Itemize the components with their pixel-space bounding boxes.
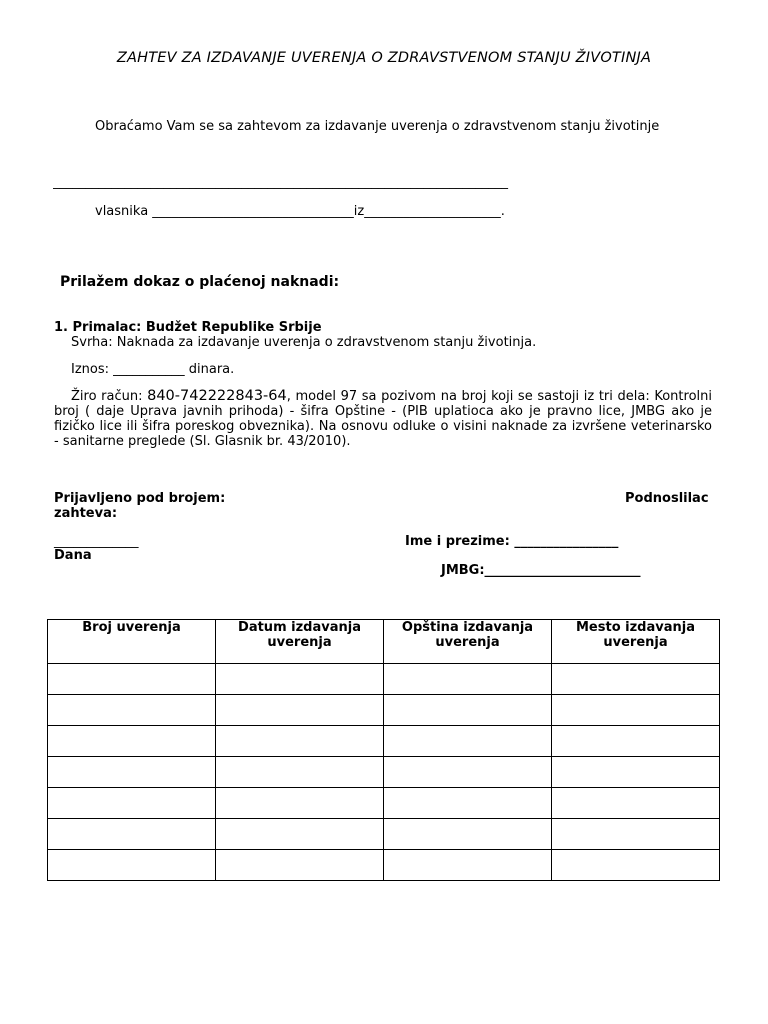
table-cell: [48, 664, 216, 695]
table-row: [48, 850, 720, 881]
table-cell: [384, 757, 552, 788]
table-row: [48, 726, 720, 757]
column-header-issue-municipality: Opština izdavanja uverenja: [384, 620, 552, 664]
table-cell: [48, 757, 216, 788]
amount-line: Iznos: ___________ dinara.: [71, 362, 235, 377]
purpose-line: Svrha: Naknada za izdavanje uverenja o zdravstvenom stanju životinja.: [71, 335, 537, 350]
table-cell: [552, 819, 720, 850]
payment-heading: Prilažem dokaz o plaćenoj naknadi:: [60, 274, 340, 290]
table-cell: [48, 726, 216, 757]
intro-text: Obraćamo Vam se sa zahtevom za izdavanje uverenja o zdravstvenom stanju životinje: [95, 119, 660, 134]
table-row: [48, 788, 720, 819]
table-cell: [48, 850, 216, 881]
date-label: Dana: [54, 548, 92, 563]
table-cell: [384, 695, 552, 726]
account-paragraph: [54, 389, 712, 449]
table-cell: [48, 819, 216, 850]
table-cell: [48, 788, 216, 819]
document-title: ZAHTEV ZA IZDAVANJE UVERENJA O ZDRAVSTVENOM STANJU ŽIVOTINJA: [116, 50, 652, 66]
applicant-label: Podnoslilac: [625, 491, 709, 506]
table-cell: [552, 664, 720, 695]
table-cell: [216, 850, 384, 881]
table-cell: [552, 850, 720, 881]
registered-label-continued: zahteva:: [54, 506, 118, 521]
name-field: Ime i prezime: ________________: [405, 534, 619, 549]
table-cell: [48, 695, 216, 726]
table-cell: [384, 819, 552, 850]
table-row: [48, 695, 720, 726]
account-number: 840-742222843-64: [147, 388, 287, 404]
date-blank-line: _____________: [54, 534, 139, 549]
table-cell: [216, 788, 384, 819]
table-cell: [552, 788, 720, 819]
table-cell: [216, 726, 384, 757]
table-cell: [552, 726, 720, 757]
column-header-issue-place: Mesto izdavanja uverenja: [552, 620, 720, 664]
jmbg-field: JMBG:________________________: [441, 563, 641, 578]
recipient-line: 1. Primalac: Budžet Republike Srbije: [54, 320, 322, 335]
table-cell: [384, 664, 552, 695]
table-cell: [216, 757, 384, 788]
table-cell: [216, 819, 384, 850]
table-header-row: [48, 620, 720, 664]
account-label: Žiro račun:: [71, 389, 148, 404]
table-cell: [384, 788, 552, 819]
table-cell: [216, 664, 384, 695]
table-cell: [216, 695, 384, 726]
table-cell: [552, 757, 720, 788]
table-row: [48, 819, 720, 850]
column-header-issue-date: Datum izdavanja uverenja: [216, 620, 384, 664]
registered-label: Prijavljeno pod brojem:: [54, 491, 226, 506]
column-header-certificate-number: Broj uverenja: [48, 620, 216, 664]
table-row: [48, 664, 720, 695]
owner-line: vlasnika _______________________________iz_____________________.: [95, 204, 505, 219]
table-cell: [384, 726, 552, 757]
subject-blank-line: ______________________________________________________________________: [53, 175, 508, 190]
account-details: , model 97 sa pozivom na broj koji se sastoji iz tri dela: Kontrolni broj ( daje Uprava javnih prihoda) - šifra Opštine - (PIB uplatioca ako je pravno lice, JMBG ako je fizičko lice ili šifra poreskog obveznika). Na osnovu odluke o visini naknade za izvršene veterinarsko - sanitarne preglede (Sl. Glasnik br. 43/2010).: [54, 389, 712, 449]
table-row: [48, 757, 720, 788]
table-cell: [384, 850, 552, 881]
certificates-table: [47, 619, 720, 881]
table-cell: [552, 695, 720, 726]
